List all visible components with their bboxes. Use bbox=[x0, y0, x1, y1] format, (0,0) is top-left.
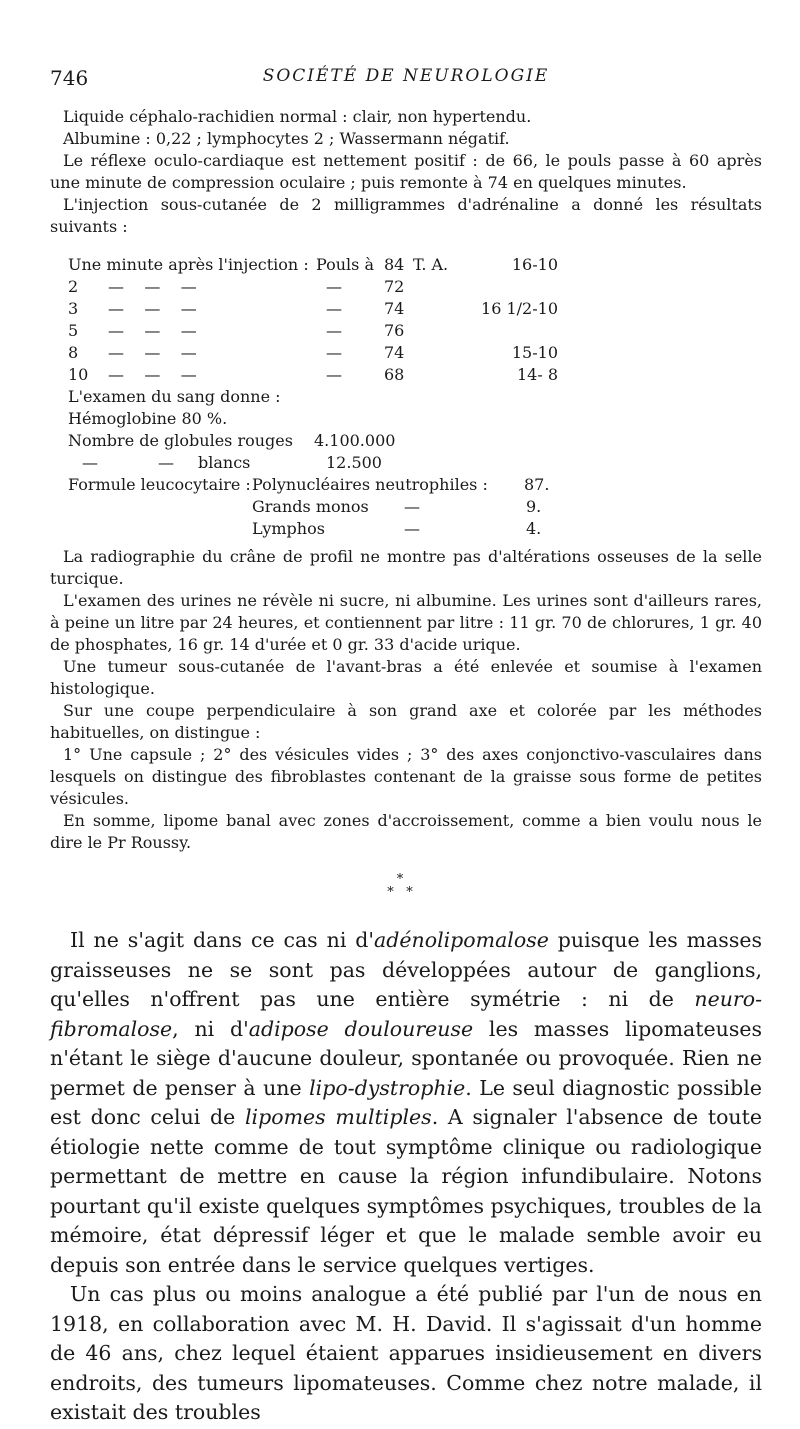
ditto-mark: — bbox=[404, 497, 420, 516]
page-header bbox=[50, 66, 762, 94]
separator-stars: * * bbox=[387, 885, 413, 900]
formula-value: 4. bbox=[526, 519, 542, 538]
ditto-marks: — — — bbox=[108, 365, 197, 384]
formula-name: Grands monos bbox=[252, 497, 369, 516]
separator-star: * bbox=[396, 872, 404, 887]
ditto-mark: — bbox=[326, 365, 342, 384]
ditto-marks: — — — bbox=[108, 343, 197, 362]
blood-title: L'examen du sang donne : bbox=[68, 387, 281, 406]
findings-block bbox=[50, 546, 762, 854]
intro-block bbox=[50, 106, 762, 238]
text-run: . A signaler l'absence de toute étiologie nette comme de tout symptôme clinique ou radiologique permettant de mettre en cause la région infundibulaire. Notons pourtant qu'il existe quelques symptômes psychiques, troubles de la mémoire, état dépressif léger et que le malade semble avoir eu depuis son entrée dans le service quelques vertiges. bbox=[50, 1105, 762, 1277]
minute-value: 8 bbox=[68, 343, 79, 362]
pouls-label: Pouls à bbox=[316, 255, 375, 274]
injection-label: Une minute après l'injection : bbox=[68, 255, 309, 274]
ta-value: 14- 8 bbox=[516, 365, 558, 384]
intro-paragraph: L'injection sous-cutanée de 2 milligrammes d'adrénaline a donné les résultats suivants : bbox=[50, 195, 762, 236]
white-cells-label: blancs bbox=[198, 453, 251, 472]
formula-name: Polynucléaires neutrophiles : bbox=[252, 475, 488, 494]
discussion-paragraph: Un cas plus ou moins analogue a été publié par l'un de nous en 1918, en collaboration avec M. H. David. Il s'agissait d'un homme de 46 ans, chez lequel étaient apparues insidieusement en divers endroits, des tumeurs lipomateuses. Comme chez notre malade, il existait des troubles bbox=[50, 1282, 762, 1424]
pulse-value: 76 bbox=[384, 321, 405, 340]
pulse-value: 74 bbox=[384, 299, 405, 318]
findings-paragraph: L'examen des urines ne révèle ni sucre, ni albumine. Les urines sont d'ailleurs rares, à peine un litre par 24 heures, et contiennent par litre : 11 gr. 70 de chlorures, 1 gr. 40 de phosphates, 16 gr. 14 d'urée et 0 gr. 33 d'acide urique. bbox=[50, 591, 762, 654]
pulse-value: 72 bbox=[384, 277, 405, 296]
ditto-mark: — bbox=[158, 453, 174, 472]
white-cells-value: 12.500 bbox=[326, 453, 382, 472]
discussion-block bbox=[50, 926, 762, 1428]
findings-paragraph: 1° Une capsule ; 2° des vésicules vides ; 3° des axes conjonctivo-vasculaires dans lesquels on distingue des fibroblastes contenant de la graisse sous forme de petites vésicules. bbox=[50, 745, 762, 808]
text-run: les masses lipomateuses n'étant le siège d'aucune douleur, spontanée ou provoquée. Rien ne permet de penser à une bbox=[50, 1016, 762, 1100]
intro-paragraph: Albumine : 0,22 ; lymphocytes 2 ; Wassermann négatif. bbox=[63, 129, 510, 148]
hemoglobin: Hémoglobine 80 %. bbox=[68, 409, 228, 428]
findings-paragraph: La radiographie du crâne de profil ne montre pas d'altérations osseuses de la selle turcique. bbox=[50, 547, 762, 588]
ditto-mark: — bbox=[326, 277, 342, 296]
pulse-value: 68 bbox=[384, 365, 405, 384]
page-number: 746 bbox=[50, 66, 89, 90]
ta-value: 16-10 bbox=[511, 255, 558, 274]
ditto-mark: — bbox=[326, 321, 342, 340]
red-cells-value: 4.100.000 bbox=[314, 431, 396, 450]
section-separator bbox=[380, 873, 420, 899]
formula-label: Formule leucocytaire : bbox=[68, 475, 251, 494]
findings-paragraph: En somme, lipome banal avec zones d'accroissement, comme a bien voulu nous le dire le Pr Roussy. bbox=[50, 811, 762, 852]
ditto-marks: — — — bbox=[108, 321, 197, 340]
italic-term: neuro-fibromalose bbox=[50, 987, 762, 1041]
text-run: . Le seul diagnostic possible est donc celui de bbox=[50, 1075, 762, 1129]
text-run: puisque les masses graisseuses ne se sont pas développées autour de ganglions, qu'elles n'offrent pas une entière symétrie : ni de bbox=[50, 928, 762, 1011]
minute-value: 2 bbox=[68, 277, 79, 296]
findings-paragraph: Sur une coupe perpendiculaire à son grand axe et colorée par les méthodes habituelles, on distingue : bbox=[50, 701, 762, 742]
pulse-value: 84 bbox=[384, 255, 405, 274]
minute-value: 5 bbox=[68, 321, 79, 340]
formula-value: 87. bbox=[524, 475, 550, 494]
pulse-value: 74 bbox=[384, 343, 405, 362]
running-title: SOCIÉTÉ DE NEUROLOGIE bbox=[262, 66, 550, 86]
ditto-mark: — bbox=[326, 299, 342, 318]
ditto-mark: — bbox=[82, 453, 98, 472]
discussion-paragraph bbox=[50, 926, 762, 1280]
formula-name: Lymphos bbox=[252, 519, 325, 538]
text-run: , ni d' bbox=[172, 1016, 249, 1041]
ta-value: 15-10 bbox=[511, 343, 558, 362]
ta-value: 16 1/2-10 bbox=[481, 299, 558, 318]
ta-label: T. A. bbox=[413, 255, 449, 274]
italic-term: adénolipomalose bbox=[374, 928, 549, 952]
ditto-marks: — — — bbox=[108, 277, 197, 296]
ditto-mark: — bbox=[326, 343, 342, 362]
text-run: Il ne s'agit dans ce cas ni d' bbox=[70, 928, 375, 952]
intro-paragraph: Liquide céphalo-rachidien normal : clair, non hypertendu. bbox=[63, 107, 532, 126]
ditto-mark: — bbox=[404, 519, 420, 538]
formula-value: 9. bbox=[526, 497, 542, 516]
findings-paragraph: Une tumeur sous-cutanée de l'avant-bras a été enlevée et soumise à l'examen histologique. bbox=[50, 657, 762, 698]
ditto-marks: — — — bbox=[108, 299, 197, 318]
italic-term: lipomes multiples bbox=[245, 1105, 432, 1129]
intro-paragraph: Le réflexe oculo-cardiaque est nettement positif : de 66, le pouls passe à 60 après une minute de compression oculaire ; puis remonte à 74 en quelques minutes. bbox=[50, 151, 762, 192]
red-cells-label: Nombre de globules rouges bbox=[68, 431, 293, 450]
minute-value: 10 bbox=[68, 365, 89, 384]
italic-term: lipo-dystrophie bbox=[309, 1075, 466, 1100]
minute-value: 3 bbox=[68, 299, 79, 318]
italic-term: adipose douloureuse bbox=[248, 1016, 474, 1041]
